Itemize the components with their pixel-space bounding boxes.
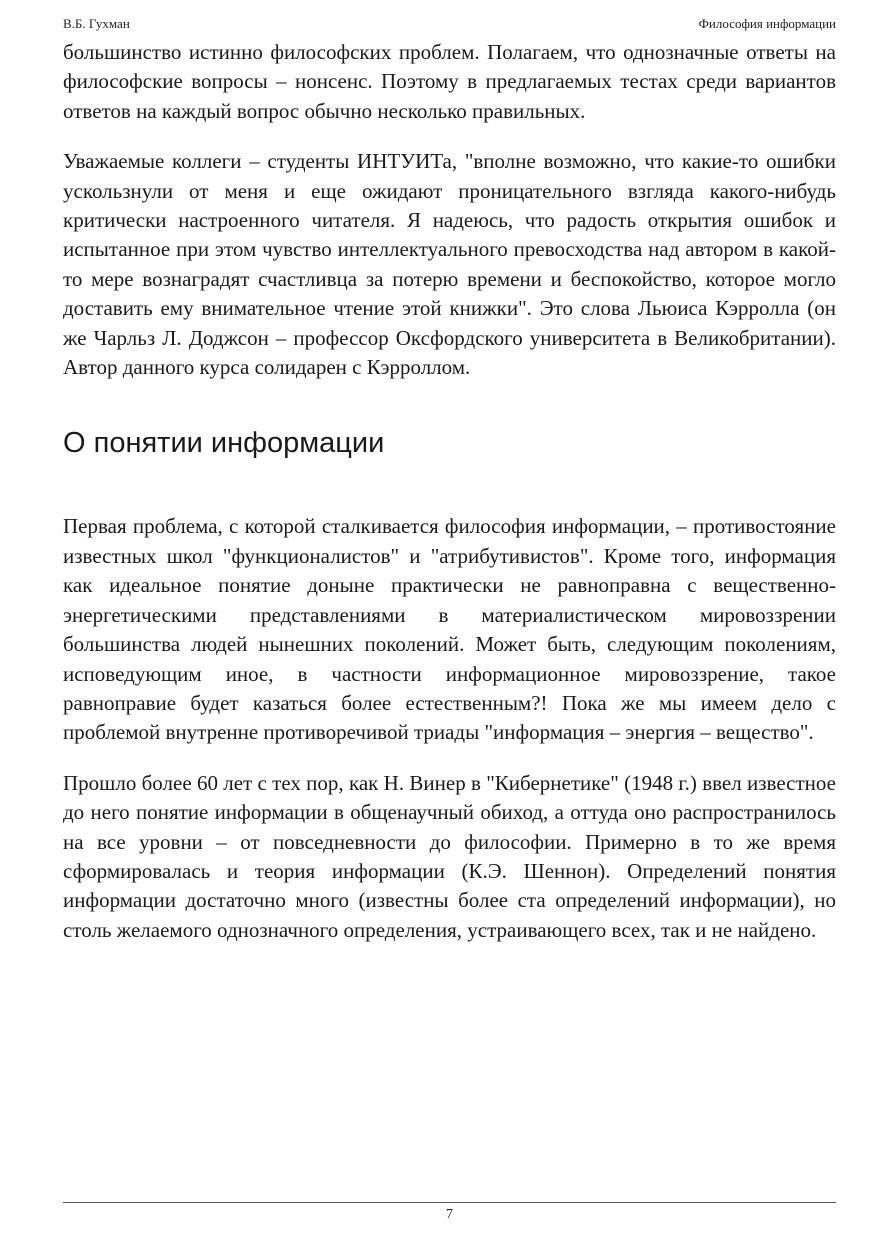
section-heading: О понятии информации (63, 427, 385, 460)
page-number: 7 (446, 1207, 453, 1222)
paragraph-continuation: большинство истинно философских проблем. Полагаем, что однозначные ответы на философские вопросы – нонсенс. Поэтому в предлагаемых тестах среди вариантов ответов на каждый вопрос обычно несколько правильных. (63, 40, 836, 123)
paragraph-carroll-quote: Уважаемые коллеги – студенты ИНТУИТа, "вполне возможно, что какие-то ошибки ускользнули от меня и еще ожидают проницательного взгляда какого-нибудь критически настроенного читателя. Я надеюсь, что радость открытия ошибок и испытанное при этом чувство интеллектуального превосходства над автором в какой-то мере вознаградят счастливца за потерю времени и беспокойство, которое могло доставить ему внимательное чтение этой книжки". Это слова Льюиса Кэрролла (он же Чарльз Л. Доджсон – профессор Оксфордского университета в Великобритании). Автор данного курса солидарен с Кэрроллом. (63, 149, 836, 380)
paragraph-first-problem: Первая проблема, с которой сталкивается философия информации, – противостояние известных школ "функционалистов" и "атрибутивистов". Кроме того, информация как идеальное понятие доныне практически не равноправна с вещественно-энергетическими представлениями в материалистическом мировоззрении большинства людей нынешних поколений. Может быть, следующим поколениям, исповедующим иное, в частности информационное мировоззрение, такое равноправие будет казаться более естественным?! Пока же мы имеем дело с проблемой внутренне противоречивой триады "информация – энергия – вещество". (63, 514, 836, 745)
paragraph-wiener-history: Прошло более 60 лет с тех пор, как Н. Винер в "Кибернетике" (1948 г.) ввел известное до него понятие информации в общенаучный обиход, а оттуда оно распространилось на все уровни – от повседневности до философии. Примерно в то же время сформировалась и теория информации (К.Э. Шеннон). Определений понятия информации достаточно много (известны более ста определений информации), но столь желаемого однозначного определения, устраивающего всех, так и не найдено. (63, 770, 836, 942)
running-header (63, 14, 836, 34)
header-author: В.Б. Гухман (63, 16, 130, 31)
header-book-title: Философия информации (698, 16, 836, 31)
page-body (63, 38, 836, 945)
footer-divider (63, 1202, 836, 1203)
